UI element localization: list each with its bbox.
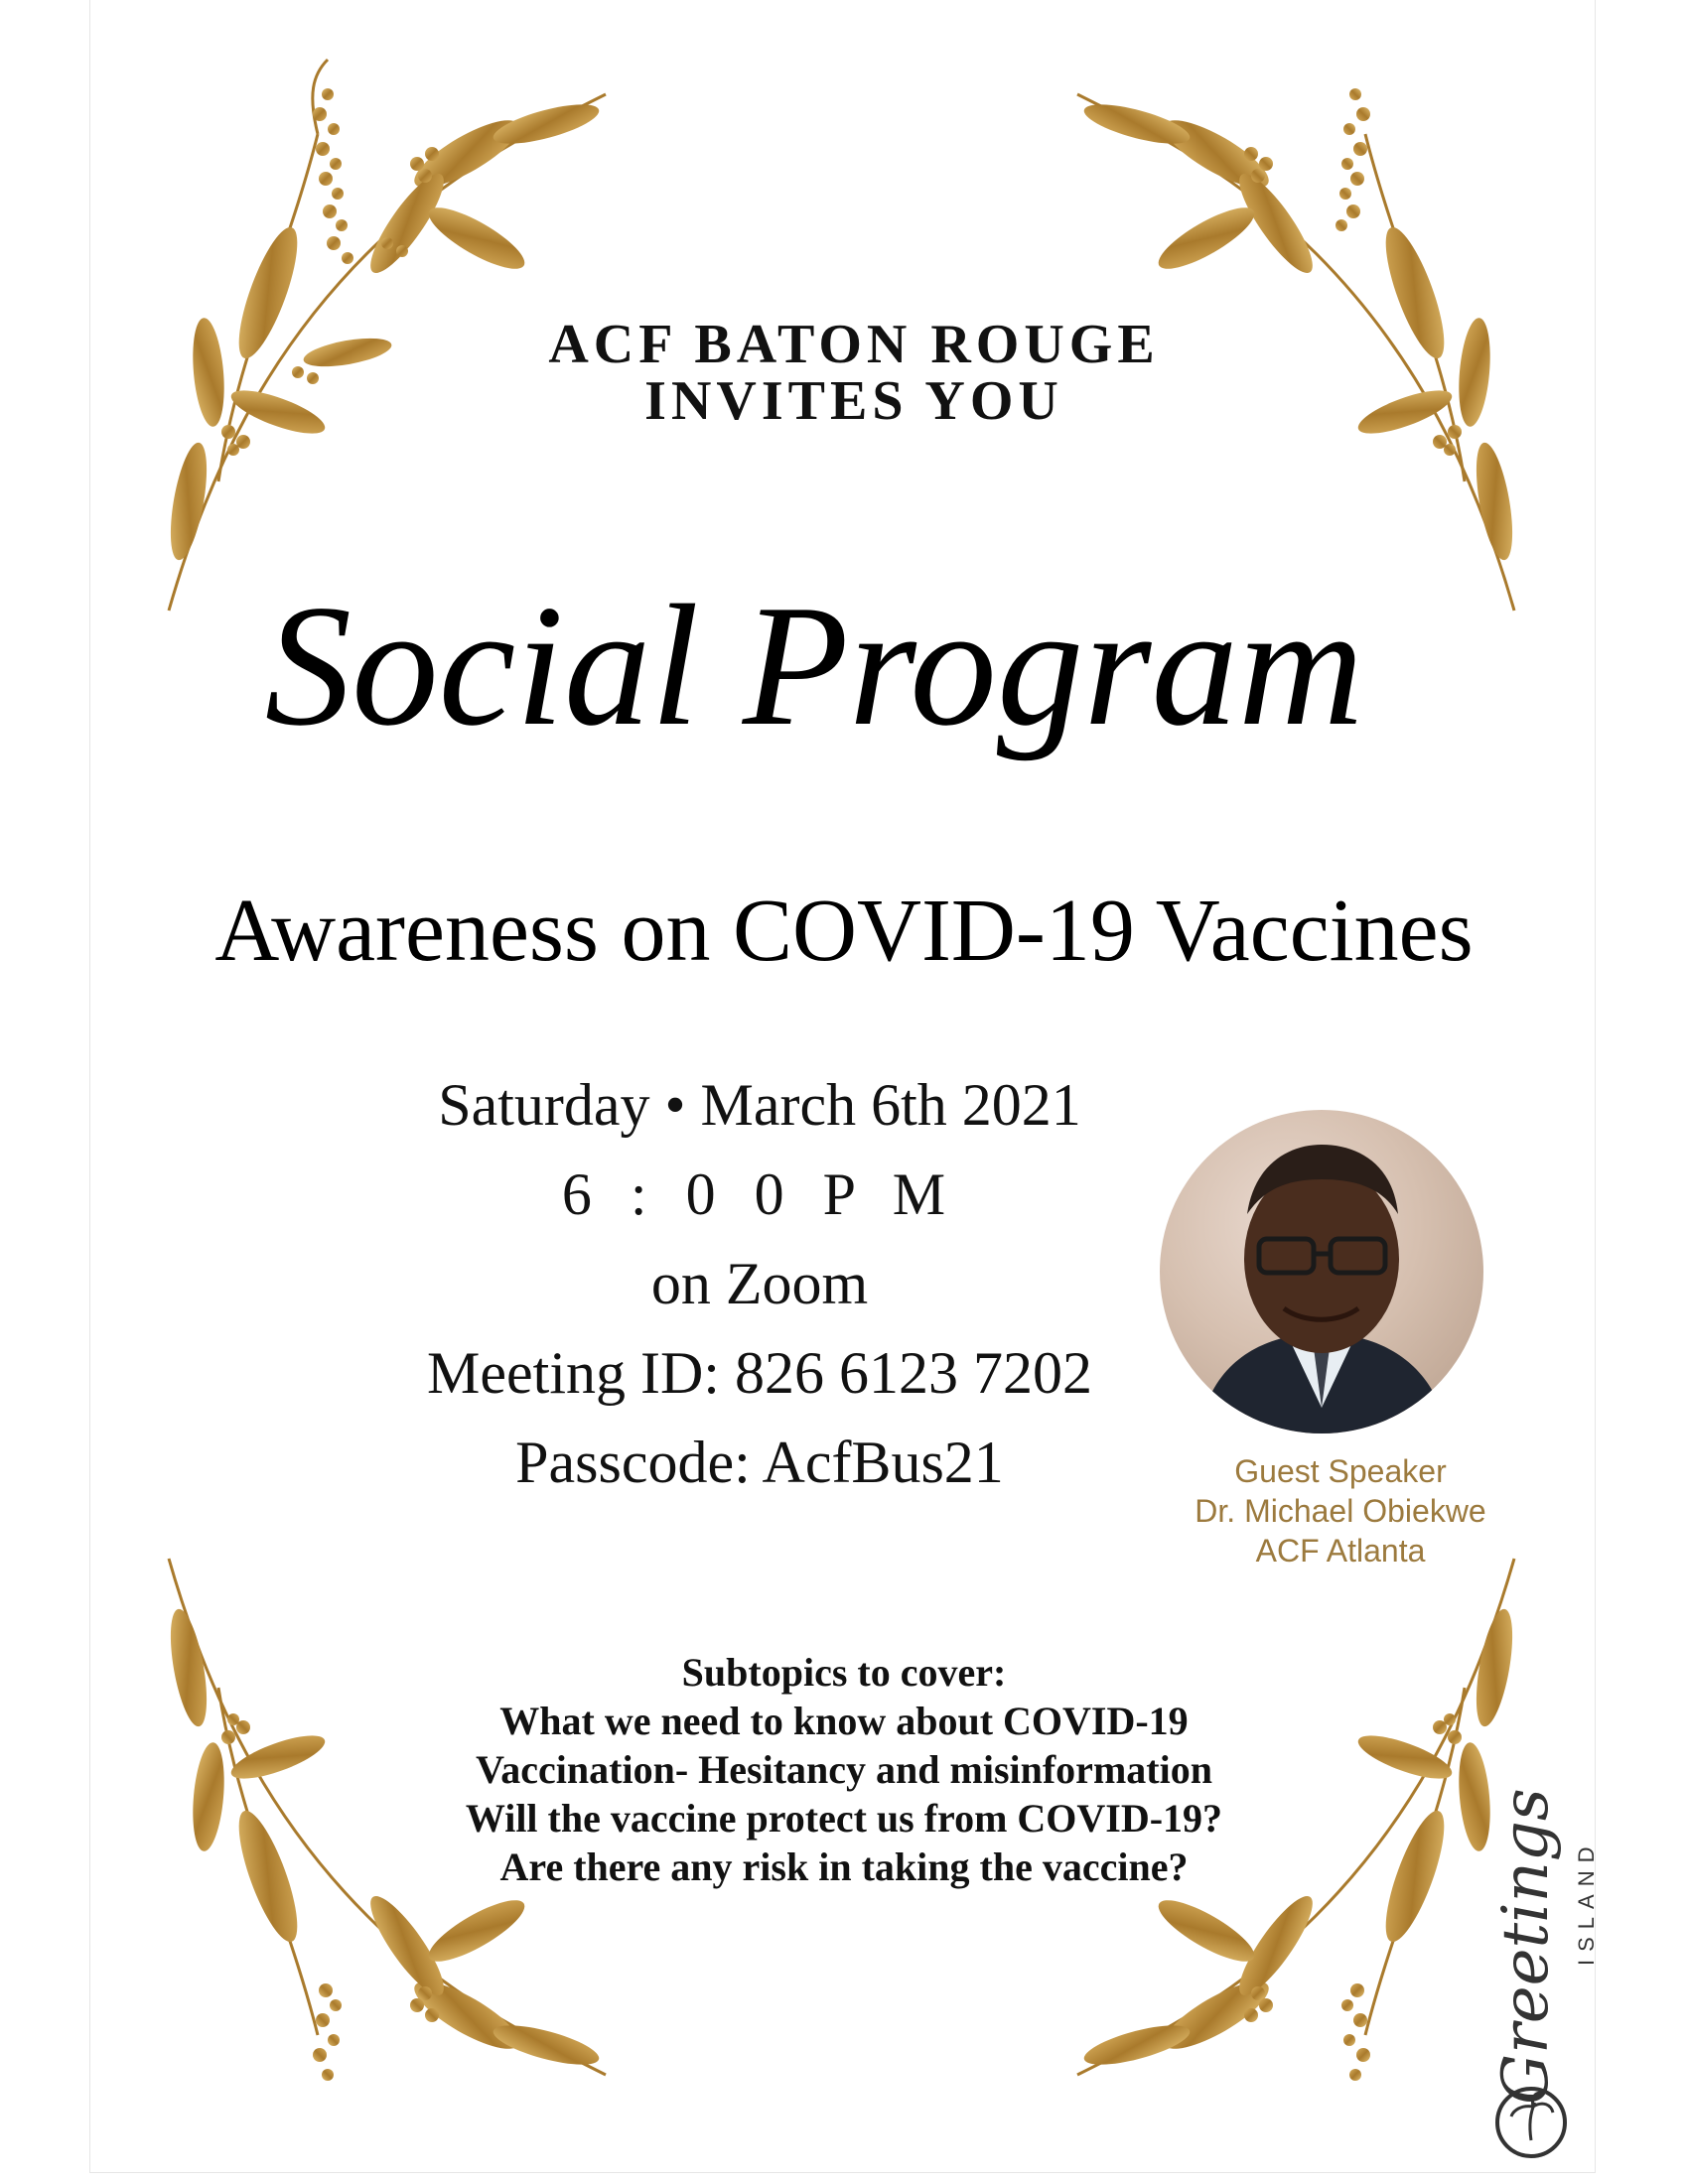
speaker-role: Guest Speaker (1234, 1453, 1447, 1489)
meeting-passcode: Passcode: AcfBus21 (515, 1430, 1004, 1495)
brand-subtitle: ISLAND (1574, 1839, 1599, 1966)
subtopic-item: What we need to know about COVID-19 (499, 1699, 1189, 1743)
subtopic-item: Will the vaccine protect us from COVID-19? (465, 1796, 1223, 1841)
speaker-photo (1160, 1110, 1483, 1433)
subtopic-item: Vaccination- Hesitancy and misinformation (476, 1747, 1212, 1792)
invite-line-1: ACF BATON ROUGE (548, 314, 1160, 375)
event-platform: on Zoom (650, 1251, 869, 1316)
event-time: 6 : 0 0 P M (561, 1161, 958, 1227)
page-title: Social Program (264, 569, 1364, 761)
greetings-island-logo-icon (1491, 2083, 1571, 2162)
meeting-id: Meeting ID: 826 6123 7202 (427, 1340, 1092, 1406)
event-subtitle: Awareness on COVID-19 Vaccines (214, 882, 1474, 980)
subtopics-heading: Subtopics to cover: (681, 1650, 1007, 1695)
brand-name: Greetings (1489, 1788, 1563, 2105)
event-date: Saturday • March 6th 2021 (438, 1072, 1081, 1138)
subtopic-item: Are there any risk in taking the vaccine? (499, 1844, 1189, 1889)
speaker-name: Dr. Michael Obiekwe (1195, 1493, 1486, 1529)
speaker-organization: ACF Atlanta (1255, 1533, 1426, 1569)
invite-line-2: INVITES YOU (644, 370, 1063, 432)
